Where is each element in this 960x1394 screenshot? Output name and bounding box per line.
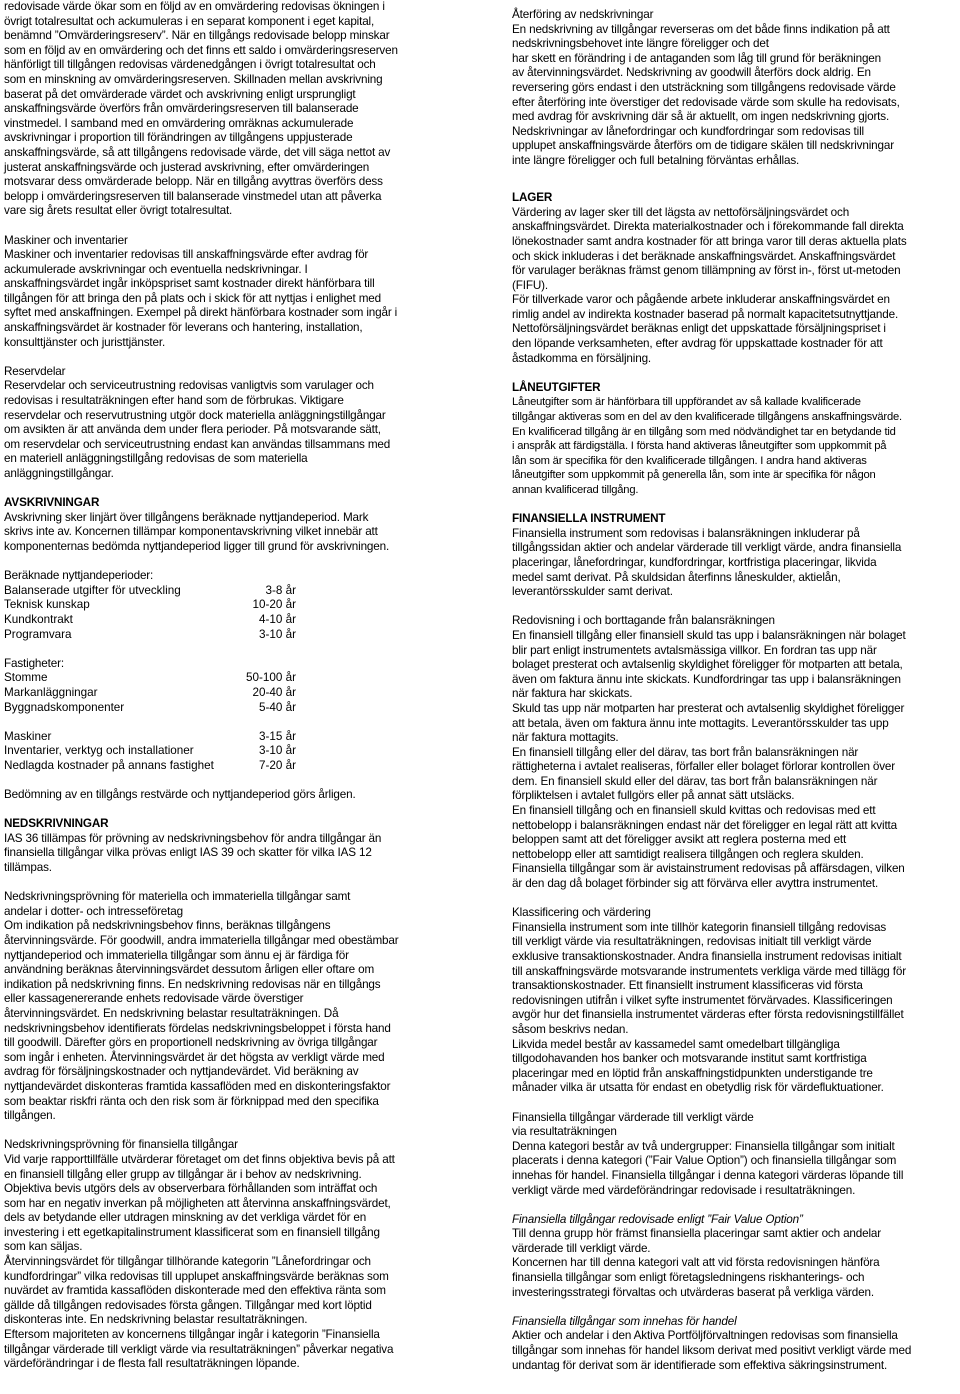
lager-paragraph-line: Nettoförsäljningsvärdet beräknas enligt det uppskattade försäljningspriset i bbox=[512, 322, 886, 336]
fvtpl-heading-line: via resultaträkningen bbox=[512, 1125, 617, 1139]
spacer bbox=[512, 892, 958, 907]
klass-paragraph-line: transaktionskostnader. Ett finansiellt instrument klassificeras vid första bbox=[512, 979, 863, 993]
aterforing-paragraph-line: med avdrag för avskrivning där så är aktuellt, om ingen nedskrivning gjorts. bbox=[512, 110, 890, 124]
nedprov-paragraph-line: användning beräknas återvinningsvärdet dessutom årligen eller oftare om bbox=[4, 963, 375, 977]
bedomning-text: Bedömning av en tillgångs restvärde och nyttjandeperiod görs årligen. bbox=[4, 788, 356, 802]
omvardering-paragraph-line: vare sig årets resultat eller övrigt totalresultat. bbox=[4, 204, 233, 218]
redovisning-paragraph bbox=[512, 629, 958, 746]
redovisning-paragraph-line: Skuld tas upp när motparten har presterat och avtalsenlig skyldighet föreligger bbox=[512, 701, 905, 715]
fininstrument-paragraph-line: tillgångssidan aktier och andelar värderade till verkligt värde, andra finansiella bbox=[512, 541, 902, 555]
period-value: 3-8 år bbox=[265, 583, 296, 597]
redovisning-paragraph-2-line: En finansiell tillgång och en finansiell skuld kvittas och redovisas med ett bbox=[512, 804, 876, 818]
klass-paragraph-line: avgör hur det finansiella instrumentet värderas efter första redovisningstillfället bbox=[512, 1008, 904, 1022]
maskiner-paragraph-line: konsulttjänster och juristtjänster. bbox=[4, 335, 166, 349]
finprov-paragraph-line: dels av betydande eller utdragen minskning av det verkliga värdet för en bbox=[4, 1211, 367, 1225]
finprov-paragraph-2-line: gällde då tillgången redovisades första gången. Tillgångar med kort löptid bbox=[4, 1298, 372, 1312]
nedprov-paragraph-line: nedskrivningsbehov identifierats fördelas nedskrivningsbeloppet i första hand bbox=[4, 1021, 391, 1035]
handel-heading: Finansiella tillgångar som innehas för handel bbox=[512, 1314, 737, 1328]
period-label: Programvara bbox=[4, 627, 72, 641]
nedskrivningar-paragraph-line: tillämpas. bbox=[4, 861, 52, 875]
nedskrivningar-paragraph-line: finansiella tillgångar vilka prövas enligt IAS 39 och skatter för vilka IAS 12 bbox=[4, 846, 372, 860]
spacer bbox=[4, 773, 452, 788]
nedprov-paragraph-line: Om indikation på nedskrivningsbehov finns, beräknas tillgångens bbox=[4, 919, 331, 933]
fvo-paragraph bbox=[512, 1227, 958, 1300]
nedprov-paragraph-line: återvinningsvärde. För goodwill, andra immateriella tillgångar med obestämbar bbox=[4, 934, 399, 947]
nedprov-paragraph-line: avdrag för försäljningskostnader och nyttjandevärdet. Vid beräkning av bbox=[4, 1065, 359, 1079]
period-row bbox=[4, 730, 296, 745]
fvo-heading: Finansiella tillgångar redovisade enligt ”Fair Value Option” bbox=[512, 1212, 803, 1226]
fininstrument-paragraph bbox=[512, 527, 958, 600]
aterforing-paragraph-line: har skett en förändring i de antaganden som låg till grund för beräkningen bbox=[512, 51, 881, 65]
right-column bbox=[512, 0, 958, 1373]
fininstrument-paragraph-line: medel samt derivat. På skuldsidan återfinns låneskulder, aktielån, bbox=[512, 570, 841, 584]
finprov-paragraph-2-line: Återvinningsvärdet för tillgångar tillhörande kategorin ”Lånefordringar och bbox=[4, 1255, 371, 1269]
lager-heading: LAGER bbox=[512, 191, 553, 205]
fvtpl-paragraph-line: Denna kategori består av två undergrupper: Finansiella tillgångar som initialt bbox=[512, 1139, 895, 1153]
period-row bbox=[4, 628, 296, 643]
aterforing-paragraph-line: Nedskrivningar av lånefordringar och kundfordringar som redovisas till bbox=[512, 124, 864, 138]
handel-paragraph-line: Aktier och andelar i den Aktiva Portföljförvaltningen redovisas som finansiella bbox=[512, 1329, 898, 1343]
lager-paragraph-line: rimlig andel av indirekta kostnader baserad på normalt kapacitetsutnyttjande. bbox=[512, 307, 899, 321]
perioder-list bbox=[4, 584, 452, 642]
klass-heading: Klassificering och värdering bbox=[512, 906, 651, 920]
lager-paragraph-line: lönekostnader samt andra kostnader för att bringa varor till deras aktuella plats bbox=[512, 234, 907, 248]
omvardering-paragraph-line: belopp i omvärderingsreserven till balanserade vinstmedel utan att påverka bbox=[4, 189, 382, 203]
period-label: Inventarier, verktyg och installationer bbox=[4, 744, 194, 758]
laneutgifter-paragraph-line: Låneutgifter som är hänförbara till uppförandet av så kallade kvalificerade bbox=[512, 396, 861, 409]
fastigheter-list bbox=[4, 671, 452, 715]
klass-paragraph bbox=[512, 921, 958, 1038]
aterforing-paragraph bbox=[512, 23, 958, 169]
period-row bbox=[4, 701, 296, 716]
finprov-paragraph-3 bbox=[4, 1328, 452, 1372]
finprov-paragraph-line: som har en negativ inverkan på möjligheten att återvinna anskaffningsvärdet, bbox=[4, 1196, 391, 1210]
omvardering-paragraph-line: avskrivningar i proportion till förändringen av tillgångens uppjusterade bbox=[4, 131, 353, 145]
laneutgifter-paragraph-line: tillgångar aktiveras som en del av den kvalificerade tillgångens anskaffningsvärde. bbox=[512, 411, 902, 424]
fastigheter-heading: Fastigheter: bbox=[4, 656, 64, 670]
period-row bbox=[4, 759, 296, 774]
spacer bbox=[4, 350, 452, 365]
fvtpl-paragraph-line: innehas för handel. Finansiella tillgångar i denna kategori värderas löpande till bbox=[512, 1168, 904, 1182]
period-label: Maskiner bbox=[4, 729, 52, 743]
omvardering-paragraph-line: justerat anskaffningsvärde och justerad avskrivning, efter omvärderingen bbox=[4, 160, 370, 174]
spacer bbox=[512, 1300, 958, 1315]
redovisning-paragraph-line: bolaget presterat och avtalsenlig skyldighet föreligger för motparten att betala, bbox=[512, 658, 903, 672]
reservdelar-heading: Reservdelar bbox=[4, 364, 66, 378]
period-row bbox=[4, 686, 296, 701]
period-value: 5-40 år bbox=[258, 700, 296, 714]
finprov-paragraph-2-line: diskonteras inte. En nedskrivning belastar resultaträkningen. bbox=[4, 1313, 308, 1327]
lager-paragraph-line: anskaffningsvärdet. Direkta materialkostnader och i förekommande fall direkta bbox=[512, 220, 904, 234]
spacer bbox=[4, 482, 452, 497]
lager-paragraph-line: och skick inkluderas i det beräknade anskaffningsvärdet. Anskaffningsvärdet bbox=[512, 249, 896, 263]
reservdelar-paragraph bbox=[4, 379, 452, 481]
fvtpl-heading bbox=[512, 1111, 958, 1140]
finprov-paragraph-2 bbox=[4, 1255, 452, 1328]
lager-paragraph-line: åstadkomma en försäljning. bbox=[512, 351, 652, 365]
spacer bbox=[4, 1124, 452, 1139]
redovisning-paragraph-2-line: En finansiell tillgång eller del därav, tas bort från balansräkningen när bbox=[512, 745, 859, 759]
period-value: 50-100 år bbox=[245, 671, 296, 685]
maskiner-paragraph-line: syftet med anskaffningen. Exempel på direkt hänförbara kostnader som ingår i bbox=[4, 306, 398, 320]
fvo-paragraph-line: Till denna grupp hör främst finansiella placeringar samt aktier och andelar bbox=[512, 1227, 882, 1241]
fvo-paragraph-line: finansiella tillgångar som enligt företagsledningens riskhanterings- och bbox=[512, 1271, 865, 1285]
nedprov-paragraph-line: nyttjandevärdet diskonteras framtida kassaflöden med en diskonteringsfaktor bbox=[4, 1079, 391, 1093]
aterforing-paragraph-line: av återvinningsvärdet. Nedskrivning av goodwill återförs dock aldrig. En bbox=[512, 66, 871, 80]
reservdelar-paragraph-line: om avsikten är att använda dem under flera perioder. På motsvarande sätt, bbox=[4, 423, 381, 437]
reservdelar-paragraph-line: reservdelar och reservutrustning utgör dock materiella anläggningstillgångar bbox=[4, 408, 386, 422]
perioder-heading: Beräknade nyttjandeperioder: bbox=[4, 569, 154, 583]
aterforing-paragraph-line: reversering görs endast i den utsträckning som tillgångens redovisade värde bbox=[512, 80, 896, 94]
spacer bbox=[512, 1096, 958, 1111]
period-label: Teknisk kunskap bbox=[4, 598, 90, 612]
nedprov-heading-line: Nedskrivningsprövning för materiella och immateriella tillgångar samt bbox=[4, 890, 351, 904]
laneutgifter-paragraph-line: annan kvalificerad tillgång. bbox=[512, 484, 639, 496]
period-row bbox=[4, 613, 296, 628]
redovisning-paragraph-line: blir part enligt instrumentets avtalsmässiga villkor. En fordran tas upp när bbox=[512, 643, 877, 657]
spacer bbox=[512, 0, 958, 8]
klass-paragraph-line: Finansiella instrument som inte tillhör kategorin finansiell tillgång redovisas bbox=[512, 920, 887, 934]
reservdelar-paragraph-line: redovisas i resultaträkningen efter hand som de förbrukas. Viktigare bbox=[4, 394, 344, 408]
klass-paragraph-2-line: placeringar med en löptid från anskaffningstidpunkten understigande tre bbox=[512, 1066, 873, 1080]
period-value: 3-10 år bbox=[258, 627, 296, 641]
klass-paragraph-line: till anskaffningsvärde motsvarande instrumentets verkliga värde med tillägg för bbox=[512, 964, 906, 978]
maskiner-paragraph-line: anskaffningsvärdet är kostnader för leverans och hantering, installation, bbox=[4, 321, 363, 335]
klass-paragraph-line: till verkligt värde via resultaträkningen, redovisas initialt till verkligt värde bbox=[512, 935, 872, 949]
avskrivningar-paragraph-line: Avskrivning sker linjärt över tillgångens beräknade nyttjandeperiod. Mark bbox=[4, 510, 369, 524]
nedprov-paragraph-line: tillgången. bbox=[4, 1109, 56, 1123]
nedprov-paragraph-line: till goodwill. Därefter görs en proportionell nedskrivning av övriga tillgångar bbox=[4, 1036, 378, 1050]
klass-paragraph-line: exklusive transaktionskostnader. Andra finansiella instrument redovisas initialt bbox=[512, 950, 902, 963]
omvardering-paragraph-line: motsvarar dess omvärderade belopp. När en tillgång avyttras överförs dess bbox=[4, 175, 383, 189]
period-value: 3-15 år bbox=[258, 729, 296, 743]
omvardering-paragraph-line: som en minskning av omvärderingsreserven. Skillnaden mellan avskrivning bbox=[4, 72, 383, 86]
spacer bbox=[4, 715, 452, 730]
aterforing-paragraph-line: nedskrivningsbehovet inte längre föreligger och det bbox=[512, 37, 769, 51]
spacer bbox=[512, 498, 958, 513]
period-label: Balanserade utgifter för utveckling bbox=[4, 583, 181, 597]
nedskrivningar-heading: NEDSKRIVNINGAR bbox=[4, 817, 109, 831]
fininstrument-heading: FINANSIELLA INSTRUMENT bbox=[512, 512, 666, 526]
period-label: Markanläggningar bbox=[4, 685, 98, 699]
finprov-paragraph-2-line: kundfordringar” vilka redovisas till upplupet anskaffningsvärde beräknas som bbox=[4, 1269, 389, 1283]
spacer bbox=[512, 169, 958, 177]
spacer bbox=[512, 1198, 958, 1213]
klass-paragraph-line: redovisningen utifrån i vilket syfte instrumentet förvärvades. Klassificeringen bbox=[512, 993, 893, 1007]
nedprov-paragraph bbox=[4, 919, 452, 1123]
omvardering-paragraph-line: som en följd av en omvärdering och det finns ett saldo i omvärderingsreserven bbox=[4, 43, 398, 57]
period-label: Stomme bbox=[4, 671, 48, 685]
maskiner-paragraph-line: anskaffningsvärdet ingår inköpspriset samt kostnader direkt hänförbara till bbox=[4, 277, 375, 291]
period-value: 10-20 år bbox=[252, 598, 296, 612]
aterforing-paragraph-line: upplupet anskaffningsvärde återförs om de tidigare skälen till nedskrivningar bbox=[512, 139, 894, 153]
omvardering-paragraph-line: benämnd ”Omvärderingsreserv”. När en tillgångs redovisade belopp minskar bbox=[4, 29, 390, 43]
handel-paragraph bbox=[512, 1329, 958, 1373]
spacer bbox=[512, 177, 958, 192]
lager-paragraph-line: för varulager beräknas främst genom tillämpning av först in-, först ut-metoden bbox=[512, 264, 901, 278]
redovisning-paragraph-2-line: beloppen samt att det föreligger avsikt att reglera posterna med ett bbox=[512, 833, 847, 847]
aterforing-paragraph-line: efter återföring inte överstiger det redovisade värde som skulle ha redovisats, bbox=[512, 95, 900, 109]
finprov-paragraph-line: investering i ett egetkapitalinstrument klassificerat som en finansiell tillgång bbox=[4, 1225, 380, 1239]
period-row bbox=[4, 598, 296, 613]
fvo-paragraph-line: värderade till verkligt värde. bbox=[512, 1241, 651, 1255]
avskrivningar-heading: AVSKRIVNINGAR bbox=[4, 496, 100, 510]
fvo-paragraph-line: Koncernen har till denna kategori valt att vid första redovisningen hänföra bbox=[512, 1256, 880, 1270]
finprov-paragraph-3-line: värdeförändringar i de flesta fall resultaträkningen löpande. bbox=[4, 1357, 300, 1371]
period-value: 4-10 år bbox=[258, 612, 296, 626]
period-value: 20-40 år bbox=[252, 685, 296, 699]
finprov-paragraph-2-line: nuvärdet av framtida kassaflöden diskonterade med den effektiva ränta som bbox=[4, 1284, 386, 1298]
fininstrument-paragraph-line: leverantörsskulder samt derivat. bbox=[512, 585, 673, 599]
period-row bbox=[4, 584, 296, 599]
period-value: 3-10 år bbox=[258, 744, 296, 758]
finprov-paragraph-3-line: Eftersom majoriteten av koncernens tillgångar ingår i kategorin ”Finansiella bbox=[4, 1328, 380, 1342]
omvardering-paragraph-line: vinstmedel. I samband med en omvärdering omräknas ackumulerade bbox=[4, 116, 354, 130]
omvardering-paragraph-line: övrigt totalresultat och ackumuleras i en separat komponent i eget kapital, bbox=[4, 14, 375, 28]
period-row bbox=[4, 744, 296, 759]
spacer bbox=[4, 642, 452, 657]
finprov-paragraph-3-line: tillgångar värderade till verkligt värde via resultaträkningen” påverkar negativa bbox=[4, 1342, 394, 1356]
reservdelar-paragraph-line: en materiell anläggningstillgång redovisas de som materiella bbox=[4, 452, 308, 466]
redovisning-paragraph-line: En finansiell tillgång eller finansiell skuld tas upp i balansräkningen när bolaget bbox=[512, 628, 906, 642]
fvo-paragraph-line: investeringsstrategi förvaltas och utvärderas baserat på verkliga värden. bbox=[512, 1285, 874, 1299]
lager-paragraph bbox=[512, 206, 958, 367]
aterforing-heading: Återföring av nedskrivningar bbox=[512, 8, 654, 21]
nedprov-paragraph-line: eller kassagenererande enhets redovisade värde överstiger bbox=[4, 992, 304, 1006]
redovisning-heading: Redovisning i och borttagande från balansräkningen bbox=[512, 614, 775, 628]
nedprov-paragraph-line: återvinningsvärdet. En nedskrivning belastar resultaträkningen. Då bbox=[4, 1006, 339, 1020]
maskiner-paragraph bbox=[4, 248, 452, 350]
fvtpl-paragraph-line: placerats i denna kategori (”Fair Value Option”) och finansiella tillgångar som bbox=[512, 1154, 897, 1168]
laneutgifter-paragraph-line: En kvalificerad tillgång är en tillgång som med nödvändighet tar en betydande tid bbox=[512, 425, 896, 438]
redovisning-paragraph-line: även om faktura ännu inte skickats. Kundfordringar tas upp i balansräkningen bbox=[512, 672, 901, 686]
laneutgifter-paragraph-line: i anspråk att färdigställa. I första hand aktiveras låneutgifter som uppkommit på bbox=[512, 440, 887, 453]
fvtpl-heading-line: Finansiella tillgångar värderade till verkligt värde bbox=[512, 1110, 754, 1124]
nedprov-paragraph-line: nyttjandeperiod och immateriella tillgångar som ännu ej är färdiga för bbox=[4, 948, 349, 962]
nedskrivningar-paragraph-line: IAS 36 tillämpas för prövning av nedskrivningsbehov för andra tillgångar än bbox=[4, 831, 382, 845]
lager-paragraph-line: (FIFU). bbox=[512, 278, 548, 292]
nedprov-paragraph-line: som beaktar riskfri ränta och den risk som är förknippad med den specifika bbox=[4, 1094, 379, 1108]
redovisning-paragraph-2-line: förpliktelsen i avtalet fullgörs eller på annat sätt utsläcks. bbox=[512, 789, 795, 803]
finprov-heading: Nedskrivningsprövning för finansiella tillgångar bbox=[4, 1138, 238, 1152]
omvardering-paragraph-line: anskaffningsvärde överförs från omvärderingsreserven till balanserade bbox=[4, 102, 359, 116]
spacer bbox=[4, 555, 452, 570]
redovisning-paragraph-line: när faktura har skickats. bbox=[512, 687, 633, 701]
reservdelar-paragraph-line: anläggningstillgångar. bbox=[4, 467, 114, 480]
lager-paragraph-line: För tillverkade varor och pågående arbete inkluderar anskaffningsvärdet en bbox=[512, 293, 890, 307]
laneutgifter-paragraph-line: låneutgifter som uppkommit på generella lån, som inte är specifika för någon bbox=[512, 469, 876, 482]
fvtpl-paragraph bbox=[512, 1140, 958, 1198]
finprov-paragraph-line: Vid varje rapporttillfälle utvärderar företaget om det finns objektiva bevis på att bbox=[4, 1152, 395, 1166]
klass-paragraph-2-line: Likvida medel består av kassamedel samt omedelbart tillgängliga bbox=[512, 1037, 840, 1051]
omvardering-paragraph-line: hänförligt till tillgången redovisas värdenedgången i övrigt totalresultat och bbox=[4, 58, 376, 72]
spacer bbox=[512, 366, 958, 381]
redovisning-paragraph-2-line: nettobelopp eller att samtidigt realisera tillgången och reglera skulden. bbox=[512, 847, 864, 861]
reservdelar-paragraph-line: om reservdelar och serviceutrustning endast kan användas tillsammans med bbox=[4, 437, 391, 451]
fininstrument-paragraph-line: placeringar, lånefordringar, kundfordringar, kortfristiga placeringar, likvida bbox=[512, 555, 877, 569]
redovisning-paragraph-2-line: dem. En finansiell skuld eller del därav, tas bort från balansräkningen när bbox=[512, 774, 878, 788]
klass-paragraph-2 bbox=[512, 1038, 958, 1096]
finprov-paragraph-line: Objektiva bevis utgörs dels av observerbara förhållanden som inträffat och bbox=[4, 1182, 378, 1196]
klass-paragraph-2-line: månader vilka är utsatta för endast en obetydlig risk för värdefluktuationer. bbox=[512, 1081, 884, 1095]
handel-paragraph-line: tillgångar som innehas för handel liksom derivat med positivt verkligt värde med bbox=[512, 1344, 912, 1358]
nedprov-heading-line: andelar i dotter- och intresseföretag bbox=[4, 904, 183, 918]
lager-paragraph-line: Värdering av lager sker till det lägsta av nettoförsäljningsvärdet och bbox=[512, 205, 850, 219]
period-value: 7-20 år bbox=[258, 758, 296, 772]
fvtpl-paragraph-line: verkligt värde med värdeförändringar redovisade i resultaträkningen. bbox=[512, 1183, 856, 1197]
period-label: Kundkontrakt bbox=[4, 612, 73, 626]
maskiner-perioder-list bbox=[4, 730, 452, 774]
laneutgifter-heading: LÅNEUTGIFTER bbox=[512, 380, 601, 394]
aterforing-paragraph-line: En nedskrivning av tillgångar reverseras om det både finns indikation på att bbox=[512, 22, 890, 36]
reservdelar-paragraph-line: Reservdelar och serviceutrustning redovisas vanligtvis som varulager och bbox=[4, 379, 374, 393]
klass-paragraph-line: såsom beskrivs nedan. bbox=[512, 1022, 629, 1036]
omvardering-paragraph-line: anskaffningsvärde, så att tillgångens redovisade värde, det vill säga nettot av bbox=[4, 145, 391, 159]
klass-paragraph-2-line: tillgodohavanden hos banker och motsvarande institut samt kortfristiga bbox=[512, 1052, 867, 1066]
finprov-paragraph-line: som kan säljas. bbox=[4, 1240, 83, 1254]
aterforing-paragraph-line: inte längre föreligger och full betalning förväntas erhållas. bbox=[512, 153, 800, 167]
redovisning-paragraph-2 bbox=[512, 746, 958, 892]
maskiner-paragraph-line: ackumulerade avskrivningar och eventuella nedskrivningar. I bbox=[4, 262, 308, 276]
nedprov-paragraph-line: som ingår i enheten. Återvinningsvärdet är det högsta av verkligt värde med bbox=[4, 1050, 385, 1064]
fininstrument-paragraph-line: Finansiella instrument som redovisas i balansräkningen inkluderar på bbox=[512, 526, 860, 540]
lager-paragraph-line: den löpande verksamheten, efter avdrag för uppskattade kostnader för att bbox=[512, 337, 883, 351]
omvardering-paragraph-line: redovisade värde ökar som en följd av en omvärdering redovisas ökningen i bbox=[4, 0, 385, 13]
maskiner-paragraph-line: Maskiner och inventarier redovisas till anskaffningsvärde efter avdrag för bbox=[4, 248, 369, 262]
redovisning-paragraph-2-line: är den dag då bolaget förbinder sig att förvärva eller avyttra instrumentet. bbox=[512, 877, 879, 891]
period-row bbox=[4, 671, 296, 686]
avskrivningar-paragraph-line: komponenternas bedömda nyttjandeperiod ligger till grund för avskrivningen. bbox=[4, 539, 390, 553]
left-column bbox=[4, 0, 452, 1372]
handel-paragraph-line: undantag för derivat som är identifierade som effektiva säkringsinstrument. bbox=[512, 1358, 888, 1372]
avskrivningar-paragraph-line: skrivs inte av. Koncernen tillämpar komponentavskrivning vilket innebär att bbox=[4, 525, 378, 539]
redovisning-paragraph-line: när faktura mottagits. bbox=[512, 731, 619, 745]
nedskrivningar-paragraph bbox=[4, 832, 452, 876]
spacer bbox=[4, 219, 452, 234]
period-label: Nedlagda kostnader på annans fastighet bbox=[4, 758, 214, 772]
period-label: Byggnadskomponenter bbox=[4, 700, 125, 714]
spacer bbox=[4, 876, 452, 891]
spacer bbox=[4, 803, 452, 818]
redovisning-paragraph-2-line: Finansiella tillgångar som är avistainstrument redovisas på affärsdagen, vilken bbox=[512, 862, 905, 876]
finprov-paragraph bbox=[4, 1153, 452, 1255]
nedprov-heading bbox=[4, 890, 452, 919]
finprov-paragraph-line: en finansiell tillgång eller grupp av tillgångar är i behov av nedskrivning. bbox=[4, 1167, 362, 1181]
nedprov-paragraph-line: indikation på nedskrivning finns. En nedskrivning redovisas när en tillgångs bbox=[4, 977, 381, 991]
redovisning-paragraph-line: att betala, även om faktura ännu inte mottagits. Leverantörsskulder tas upp bbox=[512, 716, 889, 730]
omvardering-paragraph bbox=[4, 0, 452, 219]
laneutgifter-paragraph bbox=[512, 395, 958, 497]
laneutgifter-paragraph-line: lån som är specifika för den kvalificerade tillgången. I andra hand aktiveras bbox=[512, 454, 867, 467]
spacer bbox=[512, 600, 958, 615]
maskiner-paragraph-line: tillgången för att bringa den på plats och i skick för att nyttjas i enlighet med bbox=[4, 291, 382, 305]
omvardering-paragraph-line: baserat på det omvärderade värdet och avskrivning enligt ursprungligt bbox=[4, 87, 356, 101]
redovisning-paragraph-2-line: rättigheterna i avtalet realiseras, förfaller eller bolaget förlorar kontrollen över bbox=[512, 760, 896, 774]
redovisning-paragraph-2-line: nettobelopp i balansräkningen endast när det föreligger en legal rätt att kvitta bbox=[512, 818, 897, 832]
avskrivningar-paragraph bbox=[4, 511, 452, 555]
maskiner-heading: Maskiner och inventarier bbox=[4, 233, 128, 247]
